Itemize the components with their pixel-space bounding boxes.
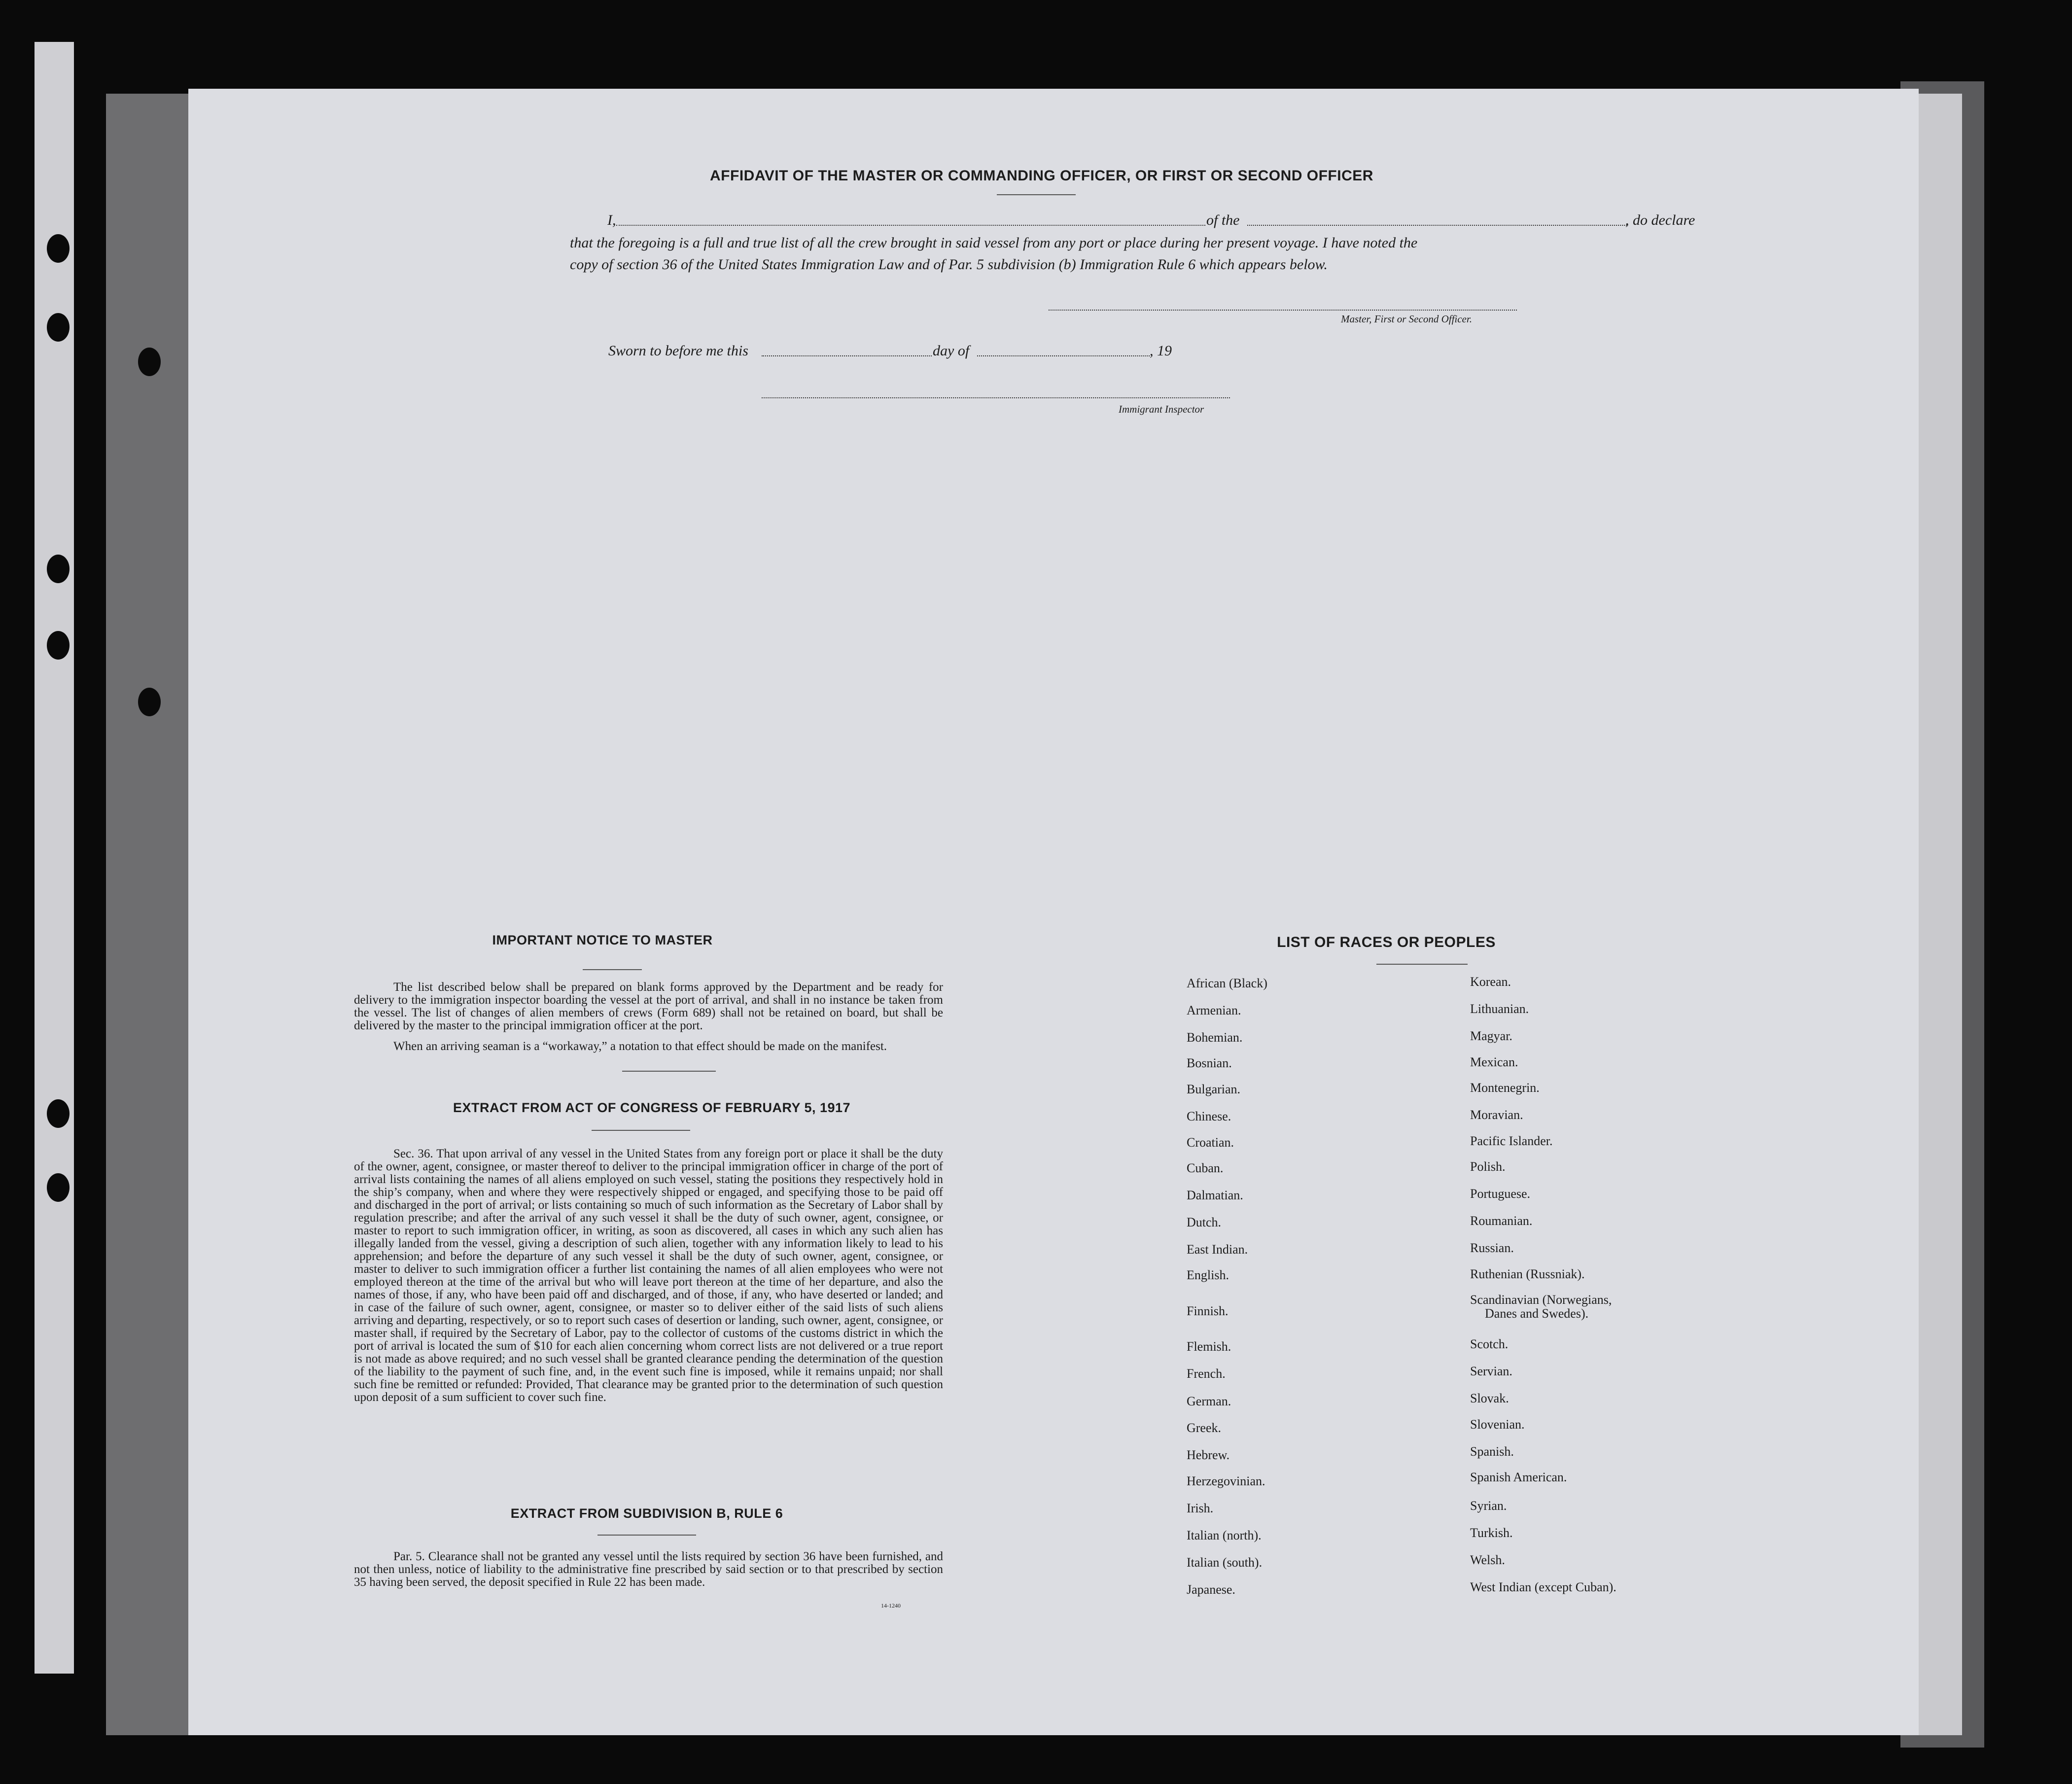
race-item: Moravian. (1470, 1108, 1523, 1122)
race-item: West Indian (except Cuban). (1470, 1580, 1616, 1594)
race-item: Syrian. (1470, 1499, 1507, 1513)
race-item: Finnish. (1187, 1304, 1229, 1318)
race-item: Bohemian. (1187, 1030, 1243, 1045)
binder-hole (138, 688, 161, 716)
race-item: Irish. (1187, 1501, 1214, 1515)
day-of-label: day of (933, 343, 970, 359)
race-item: East Indian. (1187, 1242, 1248, 1257)
title-rule (997, 194, 1076, 195)
race-item: Greek. (1187, 1421, 1222, 1435)
notice-rule (583, 969, 642, 970)
notice-title: IMPORTANT NOTICE TO MASTER (492, 933, 713, 947)
race-item: Polish. (1470, 1159, 1506, 1174)
race-item: Turkish. (1470, 1526, 1513, 1540)
race-item: Slovak. (1470, 1391, 1509, 1405)
rule-rule (597, 1535, 696, 1536)
race-item: Croatian. (1187, 1135, 1234, 1150)
race-item: Slovenian. (1470, 1417, 1525, 1432)
race-item: Cuban. (1187, 1161, 1224, 1175)
affidavit-line2: that the foregoing is a full and true list of all the crew brought in said vessel from any port or place during her present voyage. I have noted the (570, 235, 1418, 251)
month-blank[interactable] (977, 355, 1150, 356)
binder-edge (106, 94, 192, 1735)
binder-hole (47, 555, 70, 583)
rule-par-5: Par. 5. Clearance shall not be granted any vessel until the lists required by section 36 have been furnished, and not then unless, notice of liability to the administrative fine prescribed by said section or to that prescribed by section 35 having been served, the deposit specified in Rule 22 has been made. (354, 1550, 943, 1589)
race-item: Roumanian. (1470, 1214, 1533, 1228)
act-section-36: Sec. 36. That upon arrival of any vessel in the United States from any foreign port or place it shall be the duty of the owner, agent, consignee, or master thereof to deliver to the principal immigration officer in charge of the port of arrival lists containing the names of all aliens employed on such vessel, stating the positions they respectively hold in the ship’s company, when and where they were respectively shipped or engaged, and specifying those to be paid off and discharged in the port of arrival; or lists containing so much of such information as the Secretary of Labor shall by regulation prescribe; and after the arrival of any such vessel it shall be the duty of such owner, agent, consignee, or master to report to such immigration officer, in writing, as soon as discovered, all cases in which any such alien has illegally landed from the vessel, giving a description of such alien, together with any information likely to lead to his apprehension; and before the departure of any such vessel it shall be the duty of such owner, agent, consignee, or master to deliver to such immigration officer a further list containing the names of all alien employees who were not employed thereon at the time of the arrival but who will leave port thereon at the time of her departure, and also the names of those, if any, who have been paid off and discharged, and of those, if any, who have deserted or landed; and in case of the failure of such owner, agent, consignee, or master so to deliver either of the said lists of such aliens arriving and departing, respectively, or so to report such cases of desertion or landing, such owner, agent, consignee, or master shall, if required by the Secretary of Labor, pay to the collector of customs of the customs district in which the port of arrival is located the sum of $10 for each alien concerning whom correct lists are not delivered or a true report is not made as above required; and no such vessel shall be granted clearance pending the determination of the question of the liability to the payment of such fine, and, in the event such fine is imposed, while it remains unpaid; nor shall such fine be remitted or refunded: Provided, That clearance may be granted prior to the determination of such question upon deposit of a sum sufficient to cover such fine. (354, 1147, 943, 1404)
race-item: Japanese. (1187, 1582, 1235, 1597)
race-item: Dutch. (1187, 1215, 1222, 1229)
signature-blank[interactable] (1049, 310, 1517, 311)
race-item: Italian (north). (1187, 1528, 1262, 1542)
race-item: Danes and Swedes). (1485, 1306, 1589, 1321)
race-item: Spanish American. (1470, 1470, 1567, 1484)
rule-title: EXTRACT FROM SUBDIVISION B, RULE 6 (510, 1506, 783, 1521)
race-item: Ruthenian (Russniak). (1470, 1267, 1585, 1281)
race-item: Mexican. (1470, 1055, 1518, 1069)
binder-hole (47, 631, 70, 660)
notice-paragraph-2: When an arriving seaman is a “workaway,” a notation to that effect should be made on the manifest. (393, 1040, 887, 1053)
affidavit-title: AFFIDAVIT OF THE MASTER OR COMMANDING OFFICER, OR FIRST OR SECOND OFFICER (710, 168, 1373, 184)
act-rule (592, 1130, 690, 1131)
vessel-blank[interactable] (1247, 225, 1627, 226)
race-item: Servian. (1470, 1364, 1512, 1378)
race-item: Chinese. (1187, 1109, 1231, 1123)
race-item: French. (1187, 1366, 1226, 1381)
race-item: German. (1187, 1394, 1231, 1408)
inspector-blank[interactable] (762, 397, 1230, 398)
race-item: English. (1187, 1268, 1229, 1282)
notice-paragraph-1: The list described below shall be prepared on blank forms approved by the Department and be ready for delivery to the immigration inspector boarding the vessel at the port of arrival, and shall in no instance be taken from the vessel. The list of changes of alien members of crews (Form 689) shall not be retained on board, but shall be delivered by the master to the principal immigration officer at the port. (354, 980, 943, 1032)
race-item: Montenegrin. (1470, 1081, 1540, 1095)
form-number: 14-1240 (881, 1602, 901, 1609)
sworn-date-blank[interactable] (762, 355, 932, 356)
signature-label: Master, First or Second Officer. (1341, 313, 1472, 325)
binder-hole (47, 1099, 70, 1128)
race-item: Scandinavian (Norwegians, (1470, 1293, 1612, 1307)
races-title: LIST OF RACES OR PEOPLES (1277, 934, 1496, 950)
race-item: Italian (south). (1187, 1555, 1263, 1570)
race-item: Dalmatian. (1187, 1188, 1243, 1202)
race-item: Russian. (1470, 1241, 1514, 1255)
race-item: African (Black) (1187, 976, 1267, 990)
race-item: Spanish. (1470, 1444, 1514, 1459)
race-item: Bulgarian. (1187, 1082, 1241, 1096)
name-blank[interactable] (616, 225, 1205, 226)
race-item: Herzegovinian. (1187, 1474, 1265, 1488)
year-label: , 19 (1150, 343, 1172, 359)
race-item: Portuguese. (1470, 1187, 1531, 1201)
document-page (188, 89, 1919, 1735)
section-rule (622, 1071, 716, 1072)
binder-hole (138, 348, 161, 376)
affidavit-i: I, (607, 212, 616, 228)
affidavit-line3: copy of section 36 of the United States Immigration Law and of Par. 5 subdivision (b) Immigration Rule 6 which appears below. (570, 256, 1328, 273)
race-item: Hebrew. (1187, 1448, 1230, 1462)
races-rule (1376, 964, 1468, 965)
affidavit-of-the: of the (1206, 212, 1240, 228)
affidavit-declare: , do declare (1625, 212, 1695, 228)
sworn-label: Sworn to before me this (608, 343, 748, 359)
binder-strip (35, 42, 74, 1674)
binder-hole (47, 1173, 70, 1202)
race-item: Bosnian. (1187, 1056, 1232, 1070)
race-item: Korean. (1470, 975, 1511, 989)
race-item: Lithuanian. (1470, 1002, 1529, 1016)
binder-hole (47, 234, 70, 263)
inspector-label: Immigrant Inspector (1119, 403, 1204, 415)
race-item: Flemish. (1187, 1339, 1231, 1354)
race-item: Scotch. (1470, 1337, 1509, 1351)
race-item: Armenian. (1187, 1003, 1241, 1017)
race-item: Magyar. (1470, 1029, 1512, 1043)
race-item: Pacific Islander. (1470, 1134, 1553, 1148)
act-title: EXTRACT FROM ACT OF CONGRESS OF FEBRUARY 5, 1917 (453, 1100, 851, 1115)
race-item: Welsh. (1470, 1553, 1505, 1567)
binder-hole (47, 313, 70, 342)
